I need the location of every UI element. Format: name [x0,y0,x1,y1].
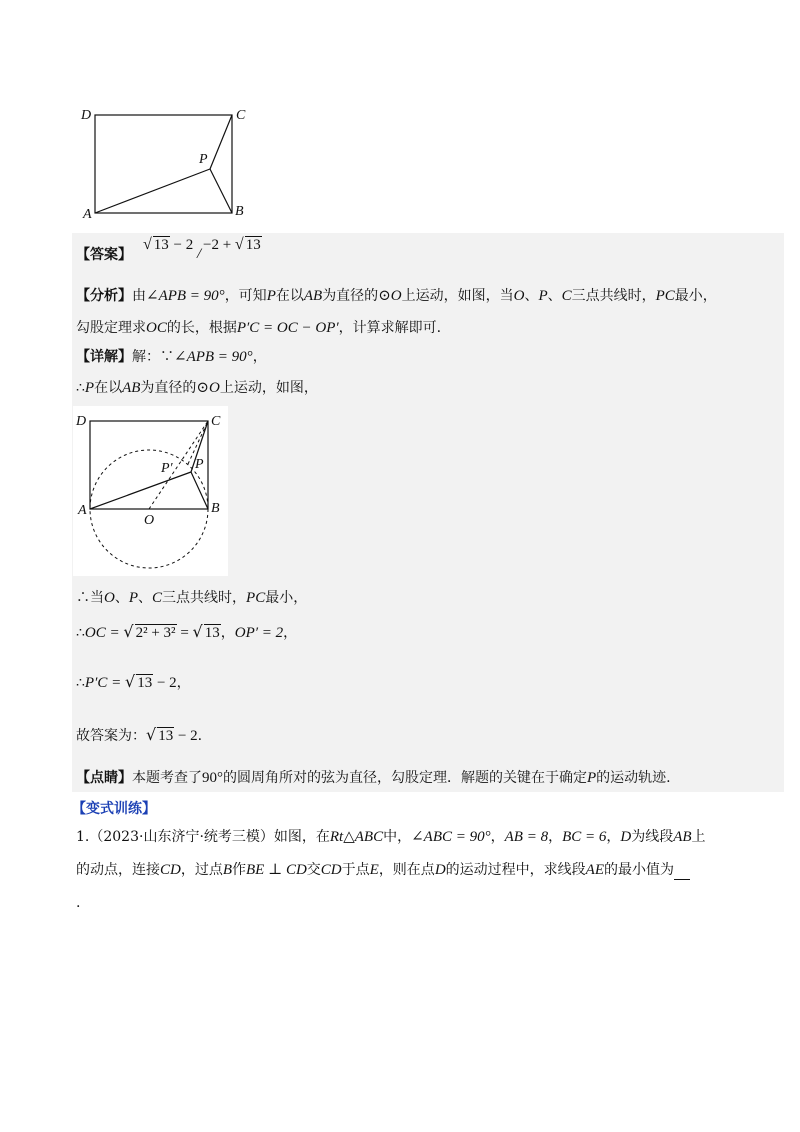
text: ， [176,675,191,691]
math: B [222,862,233,878]
figure-circle-construction [73,406,228,576]
text: 故答案为： [76,728,146,744]
math: P [128,590,139,606]
math: OP′ = 2 [234,625,284,641]
answer-value-two [203,236,262,254]
problem-line-2 [76,860,690,880]
problem-number: 1. [76,829,90,845]
math: AB [122,380,141,396]
text: 交 [306,862,321,878]
text: ， [220,625,235,641]
text: ，过点 [180,862,223,878]
label-p: P [195,457,204,472]
analysis-line-2 [76,318,441,338]
label-c: C [236,108,246,123]
segment-ap [95,169,210,213]
math: CD [160,862,181,878]
text: 的最小值为 [603,862,674,878]
text: ∴ [76,675,85,691]
text: 的长，根据 [166,320,237,336]
detail-line-2 [76,378,318,398]
text: 的动点，连接 [76,862,160,878]
math: BC = 6 [562,829,607,845]
text: （2023·山东济宁·统考三模）如图，在 [89,829,330,845]
text: 作 [232,862,247,878]
text: 本题考查了 [132,770,202,786]
math: D [434,862,446,878]
text: ，计算求解即可. [338,320,442,336]
step-2 [76,622,297,643]
text: ， [490,829,505,845]
answer-separator: / [197,246,202,262]
text: ∴ [76,625,85,641]
figure-rectangle-apb [80,100,250,220]
segment-ap [90,472,191,509]
text: 上运动，如图，当 [401,288,514,304]
text: 为线段 [631,829,674,845]
text: 、 [547,288,562,304]
label-p-prime: P′ [161,461,173,476]
variant-title: 【变式训练】 [72,801,156,817]
answer-line [76,245,132,265]
text: 最小， [674,288,717,304]
text: 为直径的 [322,288,379,304]
math: P′C = OC − OP′ [236,320,339,336]
text: 于点 [341,862,370,878]
label-b: B [211,501,220,516]
text: 的圆周角所对的弦为直径，勾股定理．解题的关键在于确定 [223,770,587,786]
text: 的运动轨迹. [596,770,671,786]
text: 最小， [265,590,308,606]
math: AB = 8 [504,829,549,845]
text: 、 [114,590,129,606]
text: ∴ [76,380,85,396]
text: . [197,728,203,744]
radicand: 13 [204,625,220,641]
label-d: D [81,108,92,123]
math: P [538,288,548,304]
problem-line-3: . [76,895,81,911]
text: ， [252,349,267,365]
text: ，则在点 [378,862,435,878]
text: 由 [132,288,146,304]
radicand: 13 [137,675,153,691]
math: ⊙O [196,380,220,396]
text: ∴当 [76,590,104,606]
math: = [176,625,193,641]
math: Rt△ABC [329,829,384,845]
math: AE [585,862,604,878]
comment-tag: 【点睛】 [76,770,132,786]
label-b: B [235,204,244,219]
text: ， [606,829,621,845]
math: − 2 [153,675,177,691]
radicand: 13 [158,728,174,744]
segment-pc [210,115,232,169]
radicand: 13 [153,237,169,253]
sqrt-sign: √ [234,236,244,253]
text: ， [548,829,563,845]
segment-pb [210,169,232,213]
label-c: C [211,414,221,429]
math: C [561,288,572,304]
text: 、 [138,590,153,606]
math: OC = [84,625,124,641]
text: 的运动过程中，求线段 [445,862,586,878]
answer-values [143,236,193,254]
math: CD [320,862,342,878]
math: PC [246,590,266,606]
math: D [620,829,632,845]
step-3 [76,672,191,693]
label-p: P [199,152,208,167]
answer-tag: 【答案】 [76,247,132,263]
text: 三点共线时， [571,288,656,304]
math: O [513,288,525,304]
label-a: A [83,207,92,220]
text: 上 [691,829,706,845]
text: 、 [524,288,539,304]
math: OC [146,320,167,336]
text: 在以 [275,288,304,304]
comment-line [76,768,671,788]
sqrt-sign: √ [125,672,136,691]
step-1 [76,588,307,608]
radicand: 13 [245,237,261,253]
math: P′C = [84,675,125,691]
sqrt-sign: √ [146,725,157,744]
math: − 2 [174,728,198,744]
text: ，可知 [224,288,267,304]
math: E [369,862,379,878]
label-d: D [76,414,87,429]
detail-line-1 [76,347,267,367]
radicand: 2² + 3² [135,625,176,641]
text: 中， [383,829,412,845]
step-4 [76,725,202,746]
math: ∠APB = 90° [146,288,225,304]
analysis-tag: 【分析】 [76,288,132,304]
math: P [84,380,95,396]
text: 在以 [94,380,123,396]
math: P [587,770,597,786]
math: BE ⊥ CD [246,862,307,878]
label-o: O [144,513,155,528]
math: P [266,288,276,304]
answer-one-rest: − 2 [169,237,194,253]
detail-tag: 【详解】 [76,349,132,365]
text: 三点共线时， [162,590,247,606]
math: ∠ABC = 90° [411,829,491,845]
math: 90° [202,770,223,786]
text: 为直径的 [140,380,197,396]
math: AB [673,829,692,845]
text: 解：∵ [132,349,174,365]
math: ∠APB = 90° [174,349,253,365]
answer-blank[interactable] [674,865,690,880]
text: 勾股定理求 [76,320,146,336]
text: 上运动，如图， [219,380,318,396]
problem-line-1 [76,827,706,847]
math: AB [303,288,323,304]
math: O [104,590,115,606]
math: C [152,590,163,606]
math: PC [655,288,675,304]
sqrt-sign: √ [123,622,134,641]
rectangle-abcd [90,421,208,509]
answer-two-prefix: −2 + [203,237,235,253]
label-a: A [78,503,87,518]
analysis-line-1 [76,286,717,306]
sqrt-sign: √ [192,622,203,641]
text: ， [283,625,298,641]
math: ⊙O [378,288,402,304]
sqrt-sign: √ [143,236,152,253]
